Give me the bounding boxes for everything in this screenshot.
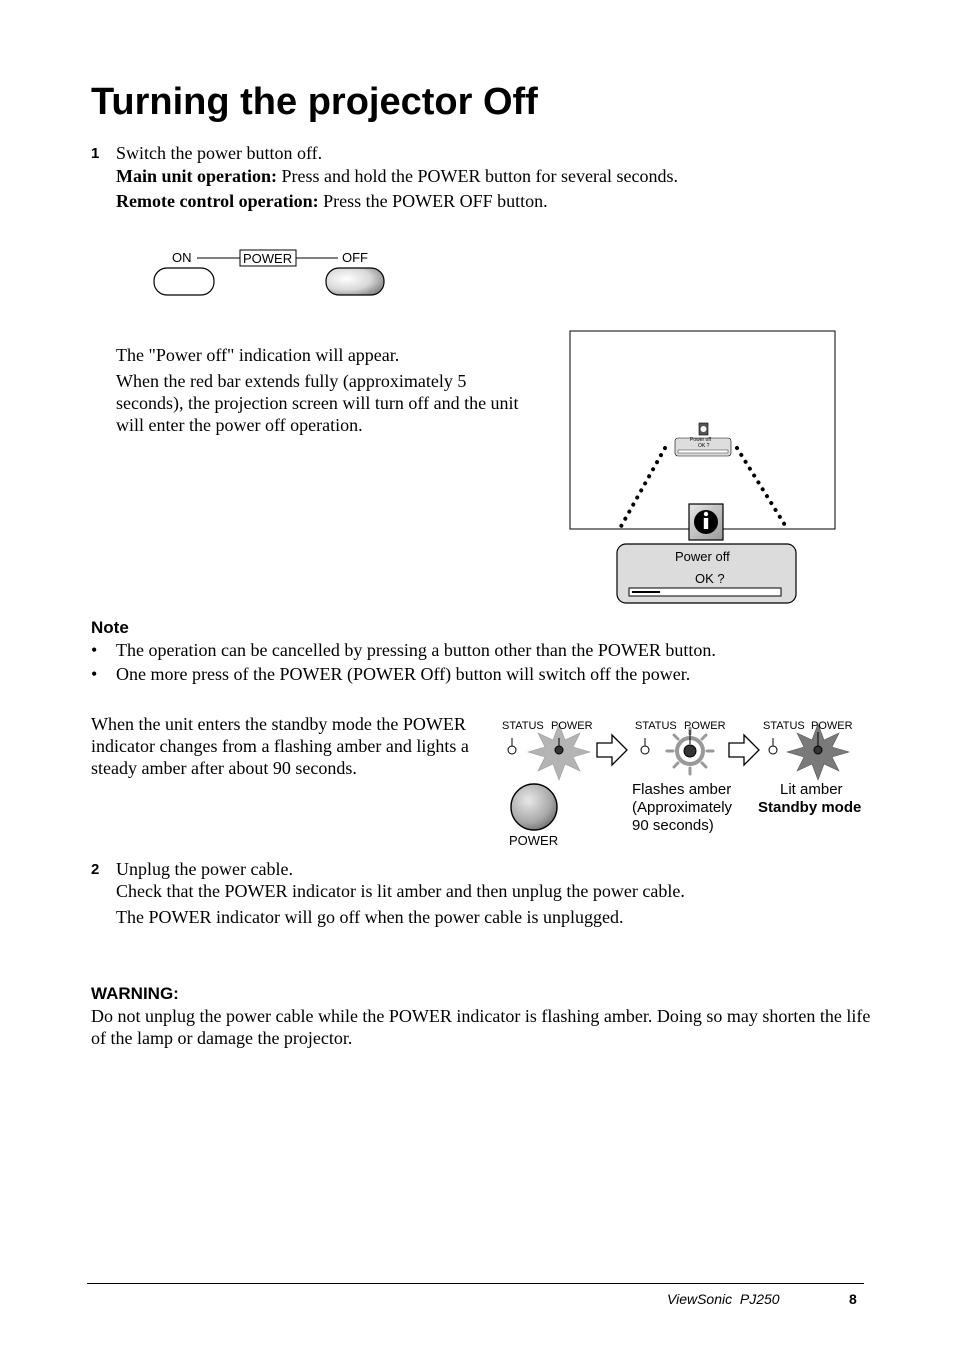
power-button-label: POWER bbox=[509, 833, 559, 848]
dialog-title: Power off bbox=[675, 549, 730, 564]
warning-text: Do not unplug the power cable while the POWER indicator is flashing amber. Doing so may shorten the life of the lamp or damage the projector. bbox=[91, 1006, 871, 1048]
step-2-text: Unplug the power cable. bbox=[116, 859, 293, 879]
off-button bbox=[326, 268, 384, 295]
note-heading: Note bbox=[91, 618, 129, 637]
footer-rule bbox=[87, 1283, 864, 1284]
step-2-number: 2 bbox=[91, 861, 100, 878]
small-dialog-title: Power off bbox=[690, 437, 712, 443]
power-label: POWER bbox=[243, 251, 293, 266]
standby-mode-label: Standby mode bbox=[758, 799, 862, 816]
power-label-3: POWER bbox=[811, 720, 853, 732]
standby-indicator-illustration bbox=[498, 716, 878, 854]
step-2-line-2: Check that the POWER indicator is lit amber and then unplug the power cable. bbox=[116, 881, 685, 901]
step-2-line-3: The POWER indicator will go off when the power cable is unplugged. bbox=[116, 907, 624, 927]
main-unit-label: Main unit operation: bbox=[116, 166, 278, 186]
main-unit-operation bbox=[116, 165, 678, 187]
power-off-screen-illustration bbox=[569, 330, 837, 606]
indication-line-2: When the red bar extends fully (approximately 5 seconds), the projection screen will turn off and the unit will enter the power off operation. bbox=[116, 371, 519, 435]
step-1-number: 1 bbox=[91, 145, 100, 162]
power-label-1: POWER bbox=[551, 720, 593, 732]
footer-product: ViewSonic PJ250 bbox=[667, 1291, 780, 1307]
flashes-line-2: (Approximately bbox=[632, 799, 733, 816]
warning-heading: WARNING: bbox=[91, 984, 179, 1003]
power-label-2: POWER bbox=[684, 720, 726, 732]
note-bullet-1: • bbox=[91, 640, 98, 660]
step-1-text: Switch the power button off. bbox=[116, 143, 323, 163]
main-unit-text: Press and hold the POWER button for several seconds. bbox=[277, 166, 678, 186]
note-bullet-2: • bbox=[91, 664, 98, 684]
indication-line-1: The "Power off" indication will appear. bbox=[116, 345, 400, 365]
power-switch-illustration bbox=[150, 245, 390, 301]
lit-amber-label: Lit amber bbox=[780, 781, 843, 798]
standby-text: When the unit enters the standby mode the POWER indicator changes from a flashing amber and lights a steady amber after about 90 seconds. bbox=[91, 714, 469, 778]
note-item-1: The operation can be cancelled by pressing a button other than the POWER button. bbox=[116, 640, 716, 660]
off-label: OFF bbox=[342, 250, 368, 265]
screen-graphic bbox=[569, 330, 837, 606]
page-title: Turning the projector Off bbox=[91, 81, 538, 123]
status-label-2: STATUS bbox=[635, 720, 677, 732]
status-label-3: STATUS bbox=[763, 720, 805, 732]
remote-control-operation bbox=[116, 190, 548, 212]
remote-label: Remote control operation: bbox=[116, 191, 319, 211]
flashes-line-3: 90 seconds) bbox=[632, 817, 714, 834]
flashes-line-1: Flashes amber bbox=[632, 781, 732, 798]
on-button bbox=[154, 268, 214, 295]
page-number: 8 bbox=[849, 1291, 857, 1307]
note-item-2: One more press of the POWER (POWER Off) button will switch off the power. bbox=[116, 664, 691, 684]
remote-text: Press the POWER OFF button. bbox=[318, 191, 548, 211]
dialog-prompt: OK ? bbox=[695, 571, 725, 586]
on-label: ON bbox=[172, 250, 192, 265]
status-label-1: STATUS bbox=[502, 720, 544, 732]
small-dialog-prompt: OK ? bbox=[698, 443, 710, 449]
